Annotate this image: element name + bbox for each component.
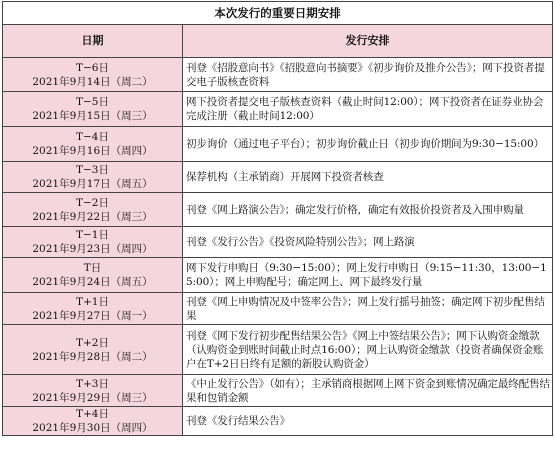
date-cell — [3, 325, 183, 375]
table-row — [3, 162, 553, 193]
arrangement-cell: 初步询价（通过电子平台）；初步询价截止日（初步询价期间为9:30−15:00） — [183, 127, 553, 162]
arrangement-cell: 刊登《发行公告》《投资风险特别公告》；网上路演 — [183, 227, 553, 258]
column-header-date: 日期 — [3, 25, 183, 58]
t-day-label: T+2日 — [76, 336, 109, 349]
date-cell — [3, 162, 183, 193]
t-day-label: T+4日 — [76, 408, 109, 420]
arrangement-cell: 刊登《招股意向书》《招股意向书摘要》《初步询价及推介公告》；网下投资者提交电子版核查资料 — [183, 58, 553, 92]
table-title: 本次发行的重要日期安排 — [3, 2, 553, 25]
arrangement-cell: 网下发行申购日（9:30−15:00）；网上发行申购日（9:15−11:30，13:00−15:00）；网上申购配号；确定网上、网下最终发行量 — [183, 258, 553, 293]
table-row — [3, 375, 553, 407]
arrangement-cell: 刊登《发行结果公告》 — [183, 407, 553, 436]
table-row — [3, 92, 553, 127]
t-day-label: T+3日 — [76, 377, 109, 390]
arrangement-cell: 《中止发行公告》（如有）；主承销商根据网上网下资金到账情况确定最终配售结果和包销金额 — [183, 375, 553, 407]
date-cell — [3, 375, 183, 407]
date-cell — [3, 407, 183, 436]
calendar-date: 2021年9月30日（周四） — [32, 422, 153, 434]
table-row — [3, 325, 553, 375]
arrangement-cell: 保荐机构（主承销商）开展网下投资者核查 — [183, 162, 553, 193]
date-cell — [3, 92, 183, 127]
calendar-date: 2021年9月15日（周三） — [32, 110, 153, 122]
calendar-date: 2021年9月16日（周四） — [32, 145, 153, 157]
date-cell — [3, 293, 183, 325]
t-day-label: T−3日 — [76, 164, 109, 176]
header-row — [3, 25, 553, 58]
calendar-date: 2021年9月23日（周四） — [32, 243, 153, 255]
arrangement-cell: 刊登《网上申购情况及中签率公告》；网上发行摇号抽签；确定网下初步配售结果 — [183, 293, 553, 325]
calendar-date: 2021年9月22日（周三） — [32, 210, 153, 223]
t-day-label: T日 — [83, 262, 102, 274]
table-row — [3, 193, 553, 227]
calendar-date: 2021年9月14日（周二） — [32, 75, 153, 88]
schedule-table — [2, 1, 553, 436]
table-row — [3, 127, 553, 162]
table-row — [3, 227, 553, 258]
t-day-label: T−1日 — [76, 229, 109, 241]
arrangement-cell: 网下投资者提交电子版核查资料（截止时间12:00）；网下投资者在证券业协会完成注册（截止时间12:00） — [183, 92, 553, 127]
table-row — [3, 58, 553, 92]
date-cell — [3, 58, 183, 92]
table-body — [3, 58, 553, 436]
calendar-date: 2021年9月29日（周三） — [32, 391, 153, 404]
arrangement-cell: 刊登《网上路演公告》；确定发行价格，确定有效报价投资者及入围申购量 — [183, 193, 553, 227]
calendar-date: 2021年9月27日（周一） — [32, 309, 153, 322]
date-cell — [3, 258, 183, 293]
t-day-label: T−5日 — [76, 96, 109, 108]
calendar-date: 2021年9月24日（周五） — [32, 276, 153, 288]
t-day-label: T−6日 — [76, 61, 109, 74]
t-day-label: T−2日 — [76, 196, 109, 209]
t-day-label: T+1日 — [76, 295, 109, 308]
date-cell — [3, 127, 183, 162]
calendar-date: 2021年9月28日（周二） — [32, 350, 153, 363]
title-row — [3, 2, 553, 25]
table-row — [3, 407, 553, 436]
t-day-label: T−4日 — [76, 131, 109, 143]
column-header-arrangement: 发行安排 — [183, 25, 553, 58]
date-cell — [3, 227, 183, 258]
table-row — [3, 293, 553, 325]
arrangement-cell: 刊登《网下发行初步配售结果公告》《网上中签结果公告》；网下认购资金缴款（认购资金到账时间截止时点16:00）；网上认购资金缴款（投资者确保资金账户在T+2日日终有足额的新股认购资金） — [183, 325, 553, 375]
date-cell — [3, 193, 183, 227]
table-row — [3, 258, 553, 293]
calendar-date: 2021年9月17日（周五） — [32, 178, 153, 190]
